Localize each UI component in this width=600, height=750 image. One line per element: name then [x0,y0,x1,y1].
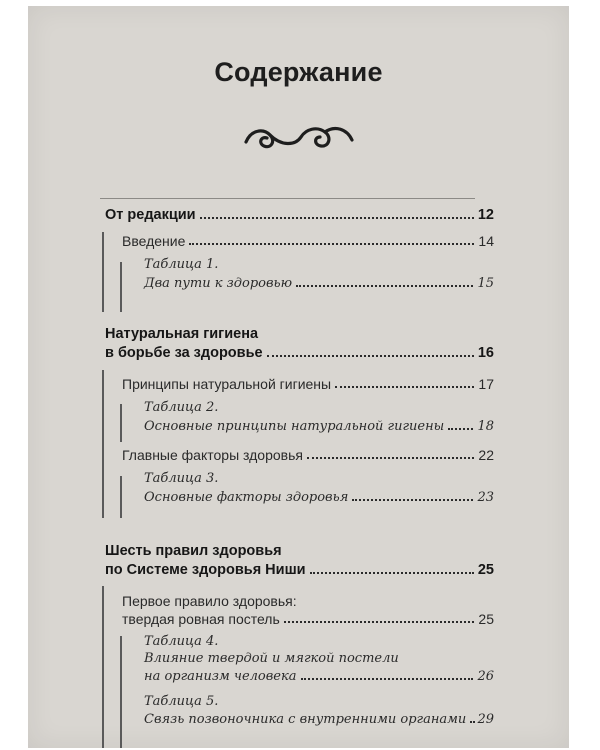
table-caption: Таблица 5. [144,694,219,709]
section-heading-line: Натуральная гигиена [105,326,259,342]
dot-leader [335,386,474,388]
toc-entry-table-1[interactable] [144,276,494,291]
subsection-bar [120,636,122,748]
entry-page: 17 [478,376,494,392]
dot-leader [284,621,475,623]
entry-label: Принципы натуральной гигиены [122,376,332,392]
toc-entry-first-rule[interactable] [122,611,494,627]
section-bar [102,370,104,518]
entry-page: 25 [477,562,494,578]
entry-page: 25 [478,611,494,627]
swirl-ornament-icon [243,120,355,154]
dot-leader [470,721,473,723]
dot-leader [189,243,474,245]
entry-label: От редакции [105,207,196,223]
subsection-bar [120,262,122,312]
entry-page: 22 [478,447,494,463]
entry-page: 29 [477,712,494,727]
section-heading-line: Шесть правил здоровья [105,543,282,559]
entry-label: Введение [122,233,186,249]
page-title: Содержание [214,57,383,87]
dot-leader [301,678,474,680]
entry-label: твердая ровная постель [122,611,280,627]
entry-page: 16 [477,345,494,361]
toc-entry-main-factors[interactable] [122,447,494,463]
toc-entry-foreword[interactable] [105,207,494,223]
entry-page: 14 [478,233,494,249]
book-page [28,6,569,748]
entry-page: 26 [477,669,494,684]
entry-label: Основные принципы натуральной гигиены [144,419,445,434]
entry-page: 12 [477,207,494,223]
entry-label: по Системе здоровья Ниши [105,562,306,578]
subsection-bar [120,476,122,518]
section-bar [102,586,104,748]
dot-leader [267,355,474,357]
entry-page: 23 [477,490,494,505]
table-caption: Таблица 3. [144,471,219,486]
table-caption: Таблица 1. [144,257,219,272]
entry-label: на организм человека [144,669,297,684]
table-caption: Таблица 2. [144,400,219,415]
dot-leader [200,217,474,219]
entry-page: 18 [477,419,494,434]
toc-entry-natural-hygiene[interactable] [105,345,494,361]
subsection-line: Первое правило здоровья: [122,593,297,609]
toc-entry-table-4[interactable] [144,669,494,684]
entry-label: Связь позвоночника с внутренними органами [144,712,467,727]
toc-entry-table-3[interactable] [144,490,494,505]
toc-entry-introduction[interactable] [122,233,494,249]
entry-page: 15 [477,276,494,291]
entry-label: Основные факторы здоровья [144,490,349,505]
section-bar [102,232,104,312]
divider [100,198,475,199]
dot-leader [352,499,473,501]
dot-leader [310,572,474,574]
subsection-bar [120,404,122,442]
table-caption: Таблица 4. [144,634,219,649]
dot-leader [448,428,473,430]
entry-label: в борьбе за здоровье [105,345,263,361]
entry-label: Два пути к здоровью [144,276,293,291]
toc-entry-table-2[interactable] [144,419,494,434]
table-line: Влияние твердой и мягкой постели [144,651,399,666]
toc-entry-six-rules[interactable] [105,562,494,578]
entry-label: Главные факторы здоровья [122,447,303,463]
dot-leader [296,285,473,287]
toc-entry-principles[interactable] [122,376,494,392]
dot-leader [307,457,474,459]
toc-entry-table-5[interactable] [144,712,494,727]
